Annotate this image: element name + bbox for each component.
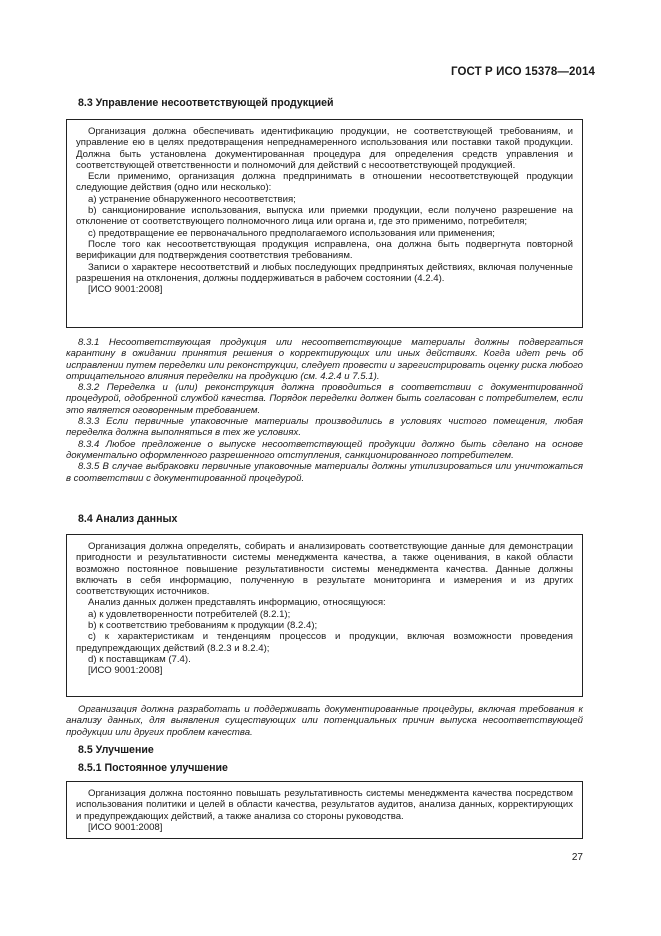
box-list-item: c) к характеристикам и тенденциям процессов и продукции, включая возможности проведения предупреждающих действий (8.2.3 и 8.2.4); xyxy=(76,631,573,654)
box-paragraph: Если применимо, организация должна предпринимать в отношении несоответствующей продукции следующие действия (одно или несколько): xyxy=(76,171,573,194)
box-list-item: a) устранение обнаруженного несоответствия; xyxy=(88,193,296,205)
box-paragraph: Анализ данных должен представлять информацию, относящуюся: xyxy=(88,597,386,609)
page-number: 27 xyxy=(571,852,583,863)
box-list-item: a) к удовлетворенности потребителей (8.2.1); xyxy=(88,608,291,620)
section-8-5-1-heading: 8.5.1 Постоянное улучшение xyxy=(78,762,228,774)
section-8-3-notes xyxy=(66,337,583,484)
section-8-4-note xyxy=(66,704,583,738)
box-list-item: b) санкционирование использования, выпуска или приемки продукции, если получено разрешение на отклонение от соответствующего полномочного лица или органа и, где это применимо, потребителя; xyxy=(76,205,573,228)
box-list-item: b) к соответствию требованиям к продукции (8.2.4); xyxy=(88,620,318,632)
box-list-item: d) к поставщикам (7.4). xyxy=(88,653,191,665)
box-paragraph: Организация должна постоянно повышать результативность системы менеджмента качества посредством использования политики и целей в области качества, результатов аудитов, анализа данных, корректирующих и предупреждающих действий, а также анализа со стороны руководства. xyxy=(76,788,573,822)
section-8-4-requirements-box xyxy=(66,534,583,697)
note-paragraph: 8.3.4 Любое предложение о выпуске несоответствующей продукции должно быть сделано на основе документально оформленного разрешенного отступления, санкционированного потребителем. xyxy=(66,438,583,461)
note-paragraph: 8.3.1 Несоответствующая продукция или несоответствующие материалы должны подвергаться карантину в ожидании принятия решения о корректирующих или иных действиях. Когда идет речь об исправлении путем переделки или реконструкции, следует провести и зарегистрировать оценку риска любого отрицательного влияния переделки на продукцию (см. 4.2.4 и 7.5.1). xyxy=(66,337,583,382)
section-8-4-heading: 8.4 Анализ данных xyxy=(78,513,178,525)
box-list-item: c) предотвращение ее первоначального предполагаемого использования или применения; xyxy=(88,227,495,239)
box-paragraph: Организация должна определять, собирать и анализировать соответствующие данные для демонстрации пригодности и результативности системы менеджмента качества, а также оценивания, в какой области возможно постоянное повышение результативности системы менеджмента качества. Данные должны включать в себя информацию, полученную в результате мониторинга и измерения и из других соответствующих источников. xyxy=(76,541,573,598)
section-8-3-requirements-box xyxy=(66,119,583,328)
box-reference: [ИСО 9001:2008] xyxy=(88,665,163,677)
section-8-3-heading: 8.3 Управление несоответствующей продукцией xyxy=(78,97,334,109)
note-paragraph: 8.3.3 Если первичные упаковочные материалы производились в условиях чистого помещения, любая переделка должна выполняться в тех же условиях. xyxy=(66,416,583,439)
box-reference: [ИСО 9001:2008] xyxy=(88,284,163,296)
note-paragraph: 8.3.2 Переделка и (или) реконструкция должна проводиться в соответствии с документированной процедурой, одобренной службой качества. Порядок переделки должен быть согласован с потребителем, если это является оговоренным требованием. xyxy=(66,382,583,416)
box-paragraph: Записи о характере несоответствий и любых последующих предпринятых действиях, включая полученные разрешения на отклонения, должны поддерживаться в рабочем состоянии (4.2.4). xyxy=(76,261,573,284)
note-paragraph: Организация должна разработать и поддерживать документированные процедуры, включая требования к анализу данных, для выявления существующих или потенциальных причин выпуска несоответствующей продукции или других проблем качества. xyxy=(66,704,583,738)
note-paragraph: 8.3.5 В случае выбраковки первичные упаковочные материалы должны утилизироваться или уничтожаться в соответствии с документированной процедурой. xyxy=(66,461,583,484)
document-header: ГОСТ Р ИСО 15378—2014 xyxy=(450,66,595,78)
section-8-5-heading: 8.5 Улучшение xyxy=(78,744,154,756)
box-paragraph: После того как несоответствующая продукция исправлена, она должна быть подвергнута повторной верификации для подтверждения соответствия требованиям. xyxy=(76,238,573,262)
box-reference: [ИСО 9001:2008] xyxy=(88,821,163,833)
box-paragraph: Организация должна обеспечивать идентификацию продукции, не соответствующей требованиям, и управление ею в целях предотвращения непреднамеренного использования или поставки такой продукции. Должна быть установлена документированная процедура для определения средств управления и соответствующей ответственности и полномочий для действий с несоответствующей продукцией. xyxy=(76,126,573,171)
section-8-5-1-requirements-box xyxy=(66,781,583,839)
